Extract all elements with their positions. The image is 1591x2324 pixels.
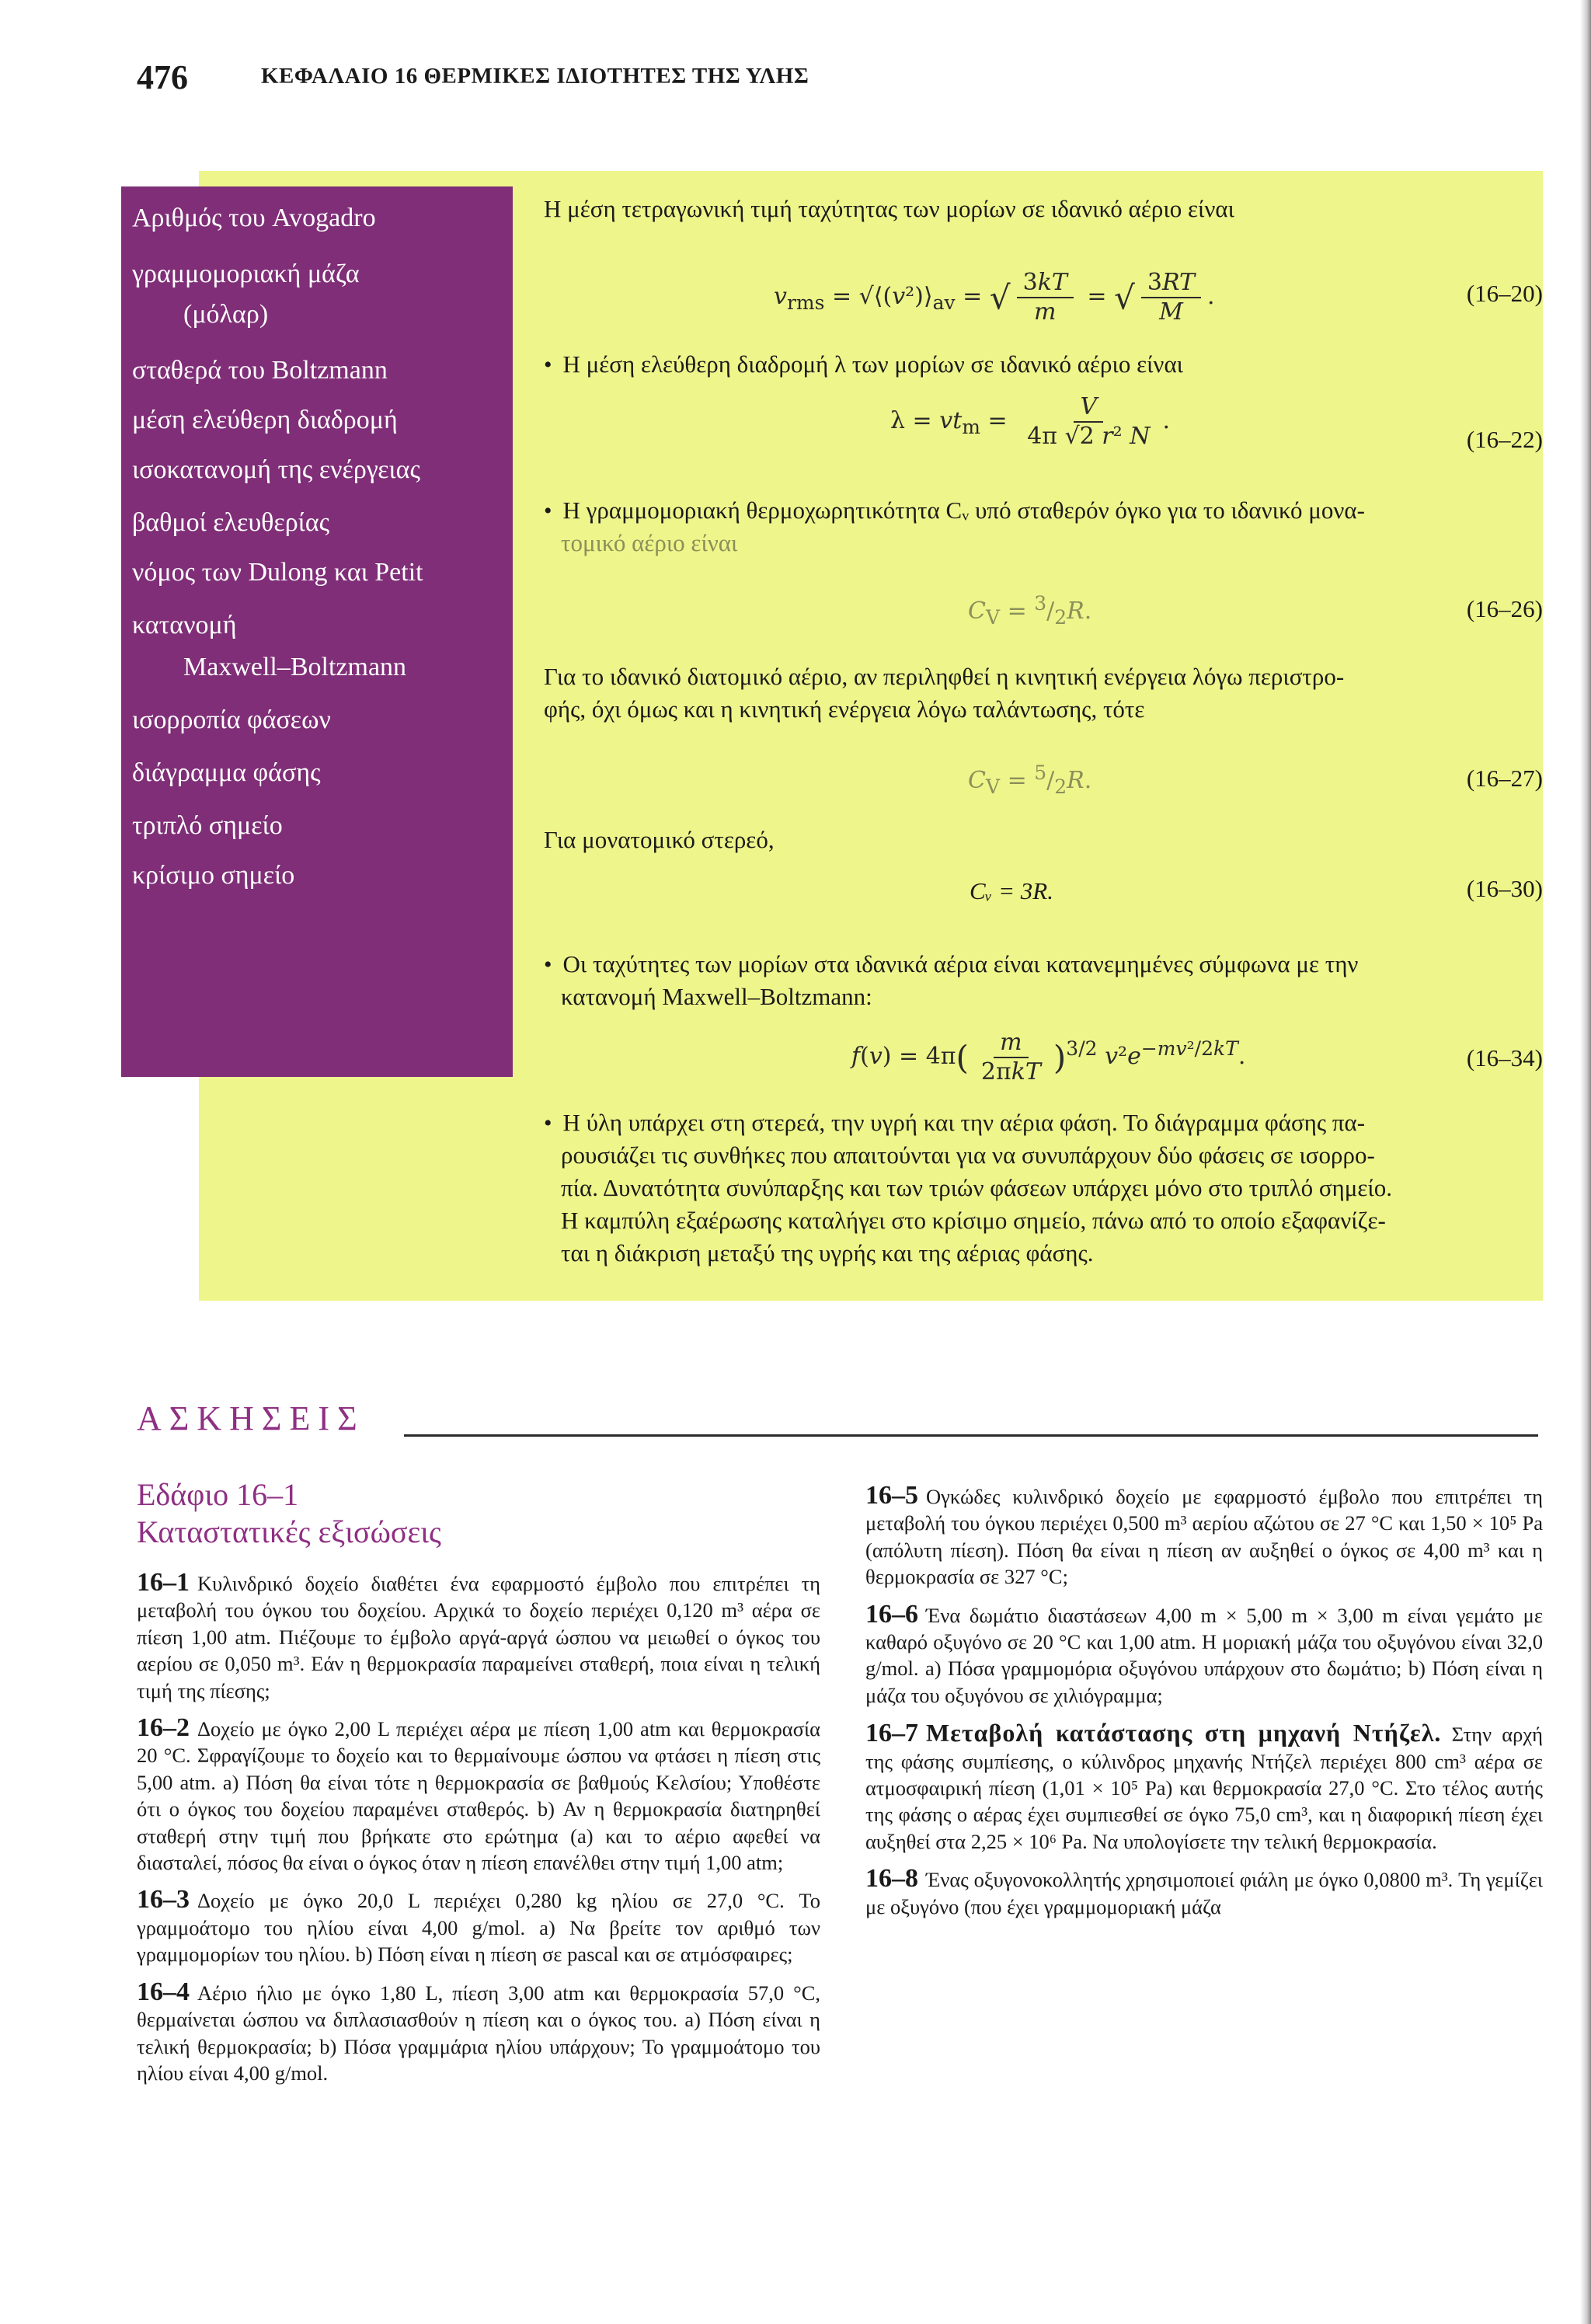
mfp-intro: • Η μέση ελεύθερη διαδρομή λ των μορίων σε ιδανικό αέριο είναι <box>544 348 1183 382</box>
equation-number: (16–27) <box>1466 765 1543 792</box>
equation-16-22: $\lambda = vt_m$ = $\frac{V}{\text{4π √2 r² N}}$ . <box>890 393 1170 450</box>
diatomic-line: φής, όχι όμως και η κινητική ενέργεια λόγω ταλάντωσης, τότε <box>544 695 1145 723</box>
exercise-text: Κυλινδρικό δοχείο διαθέτει ένα εφαρμοστό έμβολο που επιτρέπει τη μεταβολή του όγκου του δοχείου. Αρχικά το δοχείο περιέχει 0,120 m³ αέρα σε πίεση 1,00 atm. Πιέζουμε το έμβολο αργά-αργά ώσπου να μειωθεί ο όγκος του αερίου σε 0,050 m³. Εάν η θερμοκρασία παραμείνει σταθερή, ποια είναι η τελική τιμή της πίεσης; <box>137 1572 820 1702</box>
exercise-number: 16–5 <box>865 1481 918 1510</box>
exercise-text: Ένας οξυγονοκολλητής χρησιμοποιεί φιάλη με όγκο 0,0800 m³. Τη γεμίζει με οξυγόνο (που έχει γραμμομοριακή μάζα <box>865 1868 1543 1918</box>
key-term: Maxwell–Boltzmann <box>183 653 407 681</box>
exercise-item <box>137 1570 820 1704</box>
rms-intro: Η μέση τετραγωνική τιμή ταχύτητας των μορίων σε ιδανικό αέριο είναι <box>544 195 1234 222</box>
section-number: Εδάφιο 16–1 <box>137 1477 299 1512</box>
exercises-title: ΑΣΚΗΣΕΙΣ <box>137 1399 365 1437</box>
key-term: ισορροπία φάσεων <box>132 706 331 734</box>
exercise-title: Μεταβολή κατάστασης στη μηχανή Ντήζελ. <box>926 1719 1442 1747</box>
key-term: διάγραμμα φάσης <box>132 758 321 787</box>
equation-16-30: Cᵥ = 3R. <box>970 877 1053 904</box>
exercise-number: 16–4 <box>137 1977 190 2006</box>
section-title: Καταστατικές εξισώσεις <box>137 1514 441 1549</box>
equation-16-27: $C_V = ^5/_2R$. <box>968 761 1092 798</box>
key-term: τριπλό σημείο <box>132 811 283 840</box>
exercise-item <box>137 1887 820 1967</box>
key-term: βαθμοί ελευθερίας <box>132 508 330 537</box>
page-number: 476 <box>137 58 188 96</box>
key-term: κατανομή <box>132 611 237 639</box>
key-term: ισοκατανομή της ενέργειας <box>132 455 420 484</box>
chapter-summary <box>121 171 1543 1301</box>
exercise-item <box>137 1979 820 2087</box>
key-term: σταθερά του Boltzmann <box>132 356 388 385</box>
phase-line: ρουσιάζει τις συνθήκες που απαιτούνται για να συνυπάρχουν δύο φάσεις σε ισορρο- <box>561 1141 1375 1169</box>
equation-number: (16–20) <box>1466 280 1543 307</box>
key-term: Αριθμός του Avogadro <box>132 204 376 232</box>
exercise-number: 16–2 <box>137 1713 190 1743</box>
key-term: νόμος των Dulong και Petit <box>132 558 423 587</box>
equation-number: (16–30) <box>1466 875 1543 902</box>
solid-intro: Για μονατομικό στερεό, <box>544 826 775 853</box>
exercise-number: 16–7 <box>865 1719 918 1748</box>
exercise-number: 16–3 <box>137 1885 190 1915</box>
running-title: ΚΕΦΑΛΑΙΟ 16 ΘΕΡΜΙΚΕΣ ΙΔΙΟΤΗΤΕΣ ΤΗΣ ΥΛΗΣ <box>261 64 809 89</box>
diatomic-line: Για το ιδανικό διατομικό αέριο, αν περιληφθεί η κινητική ενέργεια λόγω περιστρο- <box>544 663 1345 690</box>
equation-number: (16–34) <box>1466 1044 1543 1071</box>
cv-mono-line: • Η γραμμομοριακή θερμοχωρητικότητα Cᵥ υπό σταθερόν όγκο για το ιδανικό μονα- <box>544 494 1365 528</box>
phase-line: ται η διάκριση μεταξύ της υγρής και της αέριας φάσης. <box>561 1239 1094 1267</box>
exercise-number: 16–6 <box>865 1599 918 1629</box>
exercise-column-right <box>865 1483 1543 1931</box>
exercises-rule <box>404 1434 1538 1437</box>
exercise-number: 16–1 <box>137 1568 190 1597</box>
equation-16-26: $C_V = ^3/_2R$. <box>968 592 1092 629</box>
exercise-text: Δοχείο με όγκο 20,0 L περιέχει 0,280 kg ηλίου σε 27,0 °C. Το γραμμοάτομο του ηλίου είναι 4,00 g/mol. a) Να βρείτε τον αριθμό των γραμμομορίων του ηλίου. b) Πόση είναι η πίεση σε pascal και σε ατμόσφαιρες; <box>137 1889 820 1967</box>
cv-mono-line: τομικό αέριο είναι <box>561 529 738 556</box>
key-term: (μόλαρ) <box>183 300 269 329</box>
exercise-item <box>865 1483 1543 1591</box>
key-term: κρίσιμο σημείο <box>132 861 295 890</box>
exercise-item <box>865 1601 1543 1709</box>
key-term: μέση ελεύθερη διαδρομή <box>132 406 398 434</box>
exercise-text: Στην αρχή της φάσης συμπίεσης, ο κύλινδρος μηχανής Ντήζελ περιέχει 800 cm³ αέρα σε ατμοσφαιρική πίεση (1,01 × 10⁵ Pa) και θερμοκρασία 27,0 °C. Στο τέλος αυτής της φάσης ο αέρας έχει συμπιεσθεί σε όγκο 75,0 cm³, και η διαφορική πίεση έχει αυξηθεί στα 2,25 × 10⁶ Pa. Να υπολογίσετε την τελική θερμοκρασία. <box>865 1723 1543 1853</box>
exercise-text: Αέριο ήλιο με όγκο 1,80 L, πίεση 3,00 atm και θερμοκρασία 57,0 °C, θερμαίνεται ώσπου να διπλασιασθούν η πίεση και ο όγκος του. a) Πόση είναι η τελική θερμοκρασία; b) Πόσα γραμμάρια ηλίου υπάρχουν; Το γραμμοάτομο του ηλίου είναι 4,00 g/mol. <box>137 1981 820 2085</box>
exercise-number: 16–8 <box>865 1864 918 1894</box>
exercise-text: Δοχείο με όγκο 2,00 L περιέχει αέρα με πίεση 1,00 atm και θερμοκρασία 20 °C. Σφραγίζουμε το δοχείο και το θερμαίνουμε ώσπου να φτάσει η πίεση στις 5,00 atm. a) Πόση θα είναι τότε η θερμοκρασία σε βαθμούς Κελσίου; Υποθέστε ότι ο όγκος του δοχείου παραμένει σταθερός. b) Αν η θερμοκρασία διατηρηθεί σταθερή στην τιμή που βρήκατε στο ερώτημα (a) και το αέριο αφεθεί να διασταλεί, πόσος θα είναι ο όγκος όταν η πίεση επανέλθει στην τιμή 1,00 atm; <box>137 1717 820 1875</box>
page-edge-shadow <box>1580 0 1591 2324</box>
phase-line: πία. Δυνατότητα συνύπαρξης και των τριών φάσεων υπάρχει μόνο στο τριπλό σημείο. <box>561 1174 1392 1201</box>
phase-line: Η καμπύλη εξαέρωσης καταλήγει στο κρίσιμο σημείο, πάνω από το οποίο εξαφανίζε- <box>561 1207 1386 1234</box>
exercise-item <box>865 1719 1543 1855</box>
exercise-text: Ένα δωμάτιο διαστάσεων 4,00 m × 5,00 m × 3,00 m είναι γεμάτο με καθαρό οξυγόνο σε 20 °C και 1,00 atm. Η μοριακή μάζα του οξυγόνου είναι 32,0 g/mol. a) Πόσα γραμμομόρια οξυγόνου υπάρχουν στο δωμάτιο; b) Πόση είναι η μάζα του οξυγόνου σε χιλιόγραμμα; <box>865 1603 1543 1707</box>
exercise-item <box>137 1715 820 1876</box>
key-terms-panel <box>121 186 513 1077</box>
equation-number: (16–22) <box>1466 426 1543 453</box>
equation-number: (16–26) <box>1466 595 1543 622</box>
equation-16-20: $v_{rms}$ = $√⟨(v^2)⟩_{av}$ = √ $\frac{3kT}{m}$ = √ $\frac{3RT}{M}$ . <box>774 269 1215 326</box>
exercise-item <box>865 1866 1543 1920</box>
key-term: γραμμομοριακή μάζα <box>132 260 360 288</box>
equation-16-34: f(v) = 4π( $\frac{m}{\text{2πkT}}$ )$^{3/2}$ $v^2e^{-mv^2/2kT}$. <box>851 1029 1246 1085</box>
exercise-column-left <box>137 1570 820 2097</box>
exercise-text: Ογκώδες κυλινδρικό δοχείο με εφαρμοστό έμβολο που επιτρέπει τη μεταβολή του όγκου περιέχει 0,500 m³ αερίου αζώτου σε 27 °C και 1,50 × 10⁵ Pa (απόλυτη πίεση). Πόση θα είναι η πίεση αν αυξηθεί ο όγκος σε 4,00 m³ και η θερμοκρασία σε 327 °C; <box>865 1485 1543 1589</box>
page-header <box>137 57 1467 104</box>
maxwell-line: κατανομή Maxwell–Boltzmann: <box>561 983 872 1010</box>
maxwell-line: • Οι ταχύτητες των μορίων στα ιδανικά αέρια είναι κατανεμημένες σύμφωνα με την <box>544 948 1358 981</box>
phase-line: • Η ύλη υπάρχει στη στερεά, την υγρή και την αέρια φάση. Το διάγραμμα φάσης πα- <box>544 1106 1365 1140</box>
